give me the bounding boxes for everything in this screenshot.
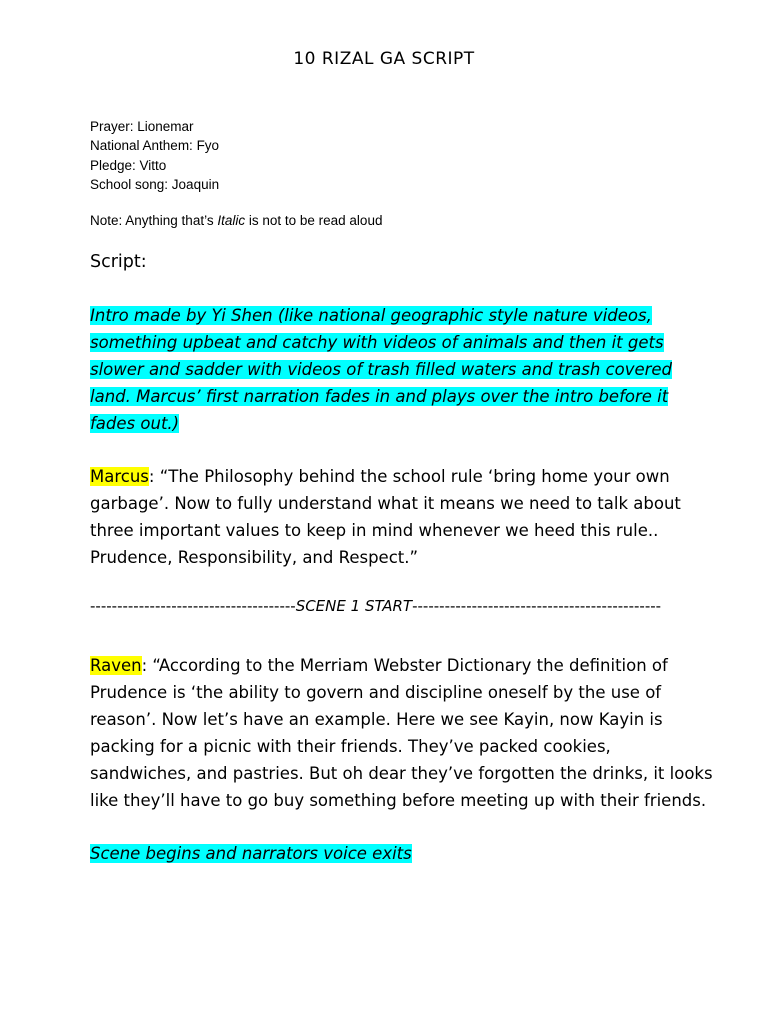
intro-line: slower and sadder with videos of trash filled waters and trash covered <box>90 360 673 379</box>
intro-line: something upbeat and catchy with videos of animals and then it gets <box>90 333 664 352</box>
script-label: Script: <box>90 252 147 272</box>
divider-left: -------------------------------------- <box>90 597 296 615</box>
intro-line: land. Marcus’ first narration fades in and plays over the intro before it <box>90 387 669 406</box>
divider-right: ---------------------------------------------- <box>412 597 662 615</box>
speaker-marcus: Marcus <box>90 467 149 486</box>
narration-line: : “According to the Merriam Webster Dictionary the definition of <box>141 656 668 675</box>
narration-line: packing for a picnic with their friends. They’ve packed cookies, <box>90 737 611 756</box>
document-title: 10 RIZAL GA SCRIPT <box>293 49 475 69</box>
narration-line: reason’. Now let’s have an example. Here we see Kayin, now Kayin is <box>90 710 663 729</box>
speaker-raven: Raven <box>90 656 142 675</box>
marcus-narration <box>90 463 690 571</box>
roles-list <box>90 117 219 194</box>
intro-direction <box>90 302 690 437</box>
scene-heading: SCENE 1 START <box>295 597 413 615</box>
narration-line: three important values to keep in mind whenever we heed this rule.. <box>90 521 659 540</box>
note-prefix: Note: Anything that’s <box>90 213 218 228</box>
raven-narration <box>90 652 713 814</box>
scene-direction-text: Scene begins and narrators voice exits <box>90 844 412 863</box>
narration-line: garbage’. Now to fully understand what it means we need to talk about <box>90 494 681 513</box>
narration-line: Prudence is ‘the ability to govern and discipline oneself by the use of <box>90 683 662 702</box>
role-pledge: Pledge: Vitto <box>90 157 167 173</box>
note-italic-word: Italic <box>217 213 246 228</box>
narration-line: sandwiches, and pastries. But oh dear they’ve forgotten the drinks, it looks <box>90 764 713 783</box>
intro-line: fades out.) <box>90 414 180 433</box>
narration-line: like they’ll have to go buy something before meeting up with their friends. <box>90 791 707 810</box>
narration-line: : “The Philosophy behind the school rule ‘bring home your own <box>148 467 670 486</box>
note-suffix: is not to be read aloud <box>245 213 383 228</box>
role-national-anthem: National Anthem: Fyo <box>90 138 220 154</box>
scene-divider <box>90 597 661 615</box>
role-prayer: Prayer: Lionemar <box>90 119 194 134</box>
reading-note <box>90 211 382 230</box>
narration-line: Prudence, Responsibility, and Respect.” <box>90 548 419 567</box>
scene-direction <box>90 840 690 867</box>
intro-line: Intro made by Yi Shen (like national geographic style nature videos, <box>90 306 652 325</box>
role-school-song: School song: Joaquin <box>90 176 220 192</box>
